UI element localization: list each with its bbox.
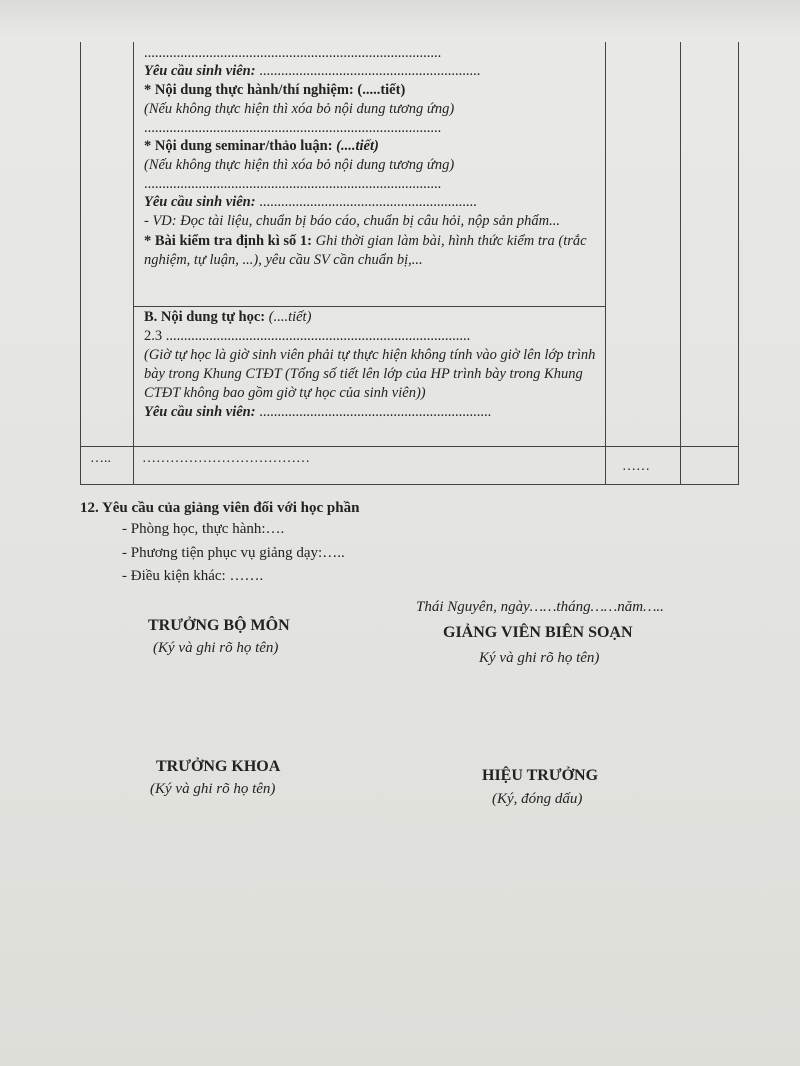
place-date: Thái Nguyên, ngày……tháng……năm….. (416, 599, 664, 615)
seminar-hours: (....tiết) (336, 138, 379, 154)
page-shadow (0, 0, 800, 40)
dean-title: TRƯỞNG KHOA (156, 758, 281, 775)
selfstudy-note: (Giờ tự học là giờ sinh viên phải tự thực hiện không tính vào giờ lên lớp trình bày trong Khung CTĐT (Tổng số tiết lên lớp của HP trình bày trong Khung CTĐT không bao gồm giờ tự học của sinh viên)) (144, 347, 596, 401)
test-desc: Ghi thời gian làm bài, hình thức kiểm tra (trắc nghiệm, tự luận, ...), yêu cầu SV cần chuẩn bị,... (144, 233, 587, 268)
row1-content (144, 48, 604, 270)
rector-note: (Ký, đóng dấu) (492, 791, 583, 807)
selfstudy-title: B. Nội dung tự học: (144, 309, 269, 325)
selfstudy-hours: (....tiết) (268, 309, 312, 325)
row2-content (144, 308, 604, 422)
practice-note: (Nếu không thực hiện thì xóa bỏ nội dung tương ứng) (144, 101, 455, 117)
row-divider-2 (80, 446, 739, 447)
student-req2-label: Yêu cầu sinh viên: (144, 194, 256, 210)
table-col-divider-2 (605, 42, 606, 485)
example-text: - VD: Đọc tài liệu, chuẩn bị báo cáo, chuẩn bị câu hỏi, nộp sản phẩm... (144, 213, 561, 229)
item-line (144, 327, 604, 346)
row3-col2: ……………………………… (142, 451, 310, 466)
selfstudy-line (144, 308, 604, 327)
student-req3-dots: ................................................................ (259, 404, 492, 420)
student-req2-line (144, 193, 604, 212)
practice-title: * Nội dung thực hành/thí nghiệm: (.....tiết) (144, 82, 406, 98)
rector-title: HIỆU TRƯỞNG (482, 767, 599, 784)
row3-col4: …… (622, 459, 650, 474)
table-col-divider-1 (133, 42, 134, 485)
row3-col1: ….. (90, 451, 111, 466)
dept-head-note: (Ký và ghi rõ họ tên) (153, 640, 279, 656)
table-border-left (80, 42, 81, 485)
author-title: GIẢNG VIÊN BIÊN SOẠN (443, 624, 633, 641)
student-req3-line (144, 403, 604, 422)
author-note: Ký và ghi rõ họ tên) (479, 650, 600, 666)
table-border-bottom (80, 484, 739, 485)
seminar-line (144, 137, 604, 156)
item-number: 2.3 (144, 328, 163, 344)
practice-dots: .................................................................................. (144, 123, 442, 136)
seminar-dots: .................................................................................. (144, 179, 442, 192)
student-req2-dots: ............................................................ (259, 194, 477, 210)
seminar-note: (Nếu không thực hiện thì xóa bỏ nội dung tương ứng) (144, 157, 455, 173)
dean-note: (Ký và ghi rõ họ tên) (150, 781, 276, 797)
test-line (144, 232, 599, 270)
test-title: * Bài kiểm tra định kì số 1: (144, 233, 316, 249)
row-divider-1 (133, 306, 605, 307)
section12-item-2: - Phương tiện phục vụ giảng dạy:….. (122, 545, 345, 561)
dept-head-title: TRƯỞNG BỘ MÔN (148, 617, 290, 634)
section12-item-3: - Điều kiện khác: ……. (122, 568, 264, 584)
section12-heading: 12. Yêu cầu của giảng viên đối với học phần (80, 500, 360, 516)
student-req3-label: Yêu cầu sinh viên: (144, 404, 256, 420)
seminar-title: * Nội dung seminar/thảo luận: (144, 138, 337, 154)
top-dots: .................................................................................. (144, 48, 442, 61)
table-border-right (738, 42, 739, 485)
student-req-label: Yêu cầu sinh viên: (144, 63, 256, 79)
table-col-divider-3 (680, 42, 681, 485)
item-dots: .................................................................................... (165, 328, 471, 344)
section12-item-1: - Phòng học, thực hành:…. (122, 521, 285, 537)
student-req-dots: ............................................................. (259, 63, 481, 79)
student-req-line (144, 62, 604, 81)
